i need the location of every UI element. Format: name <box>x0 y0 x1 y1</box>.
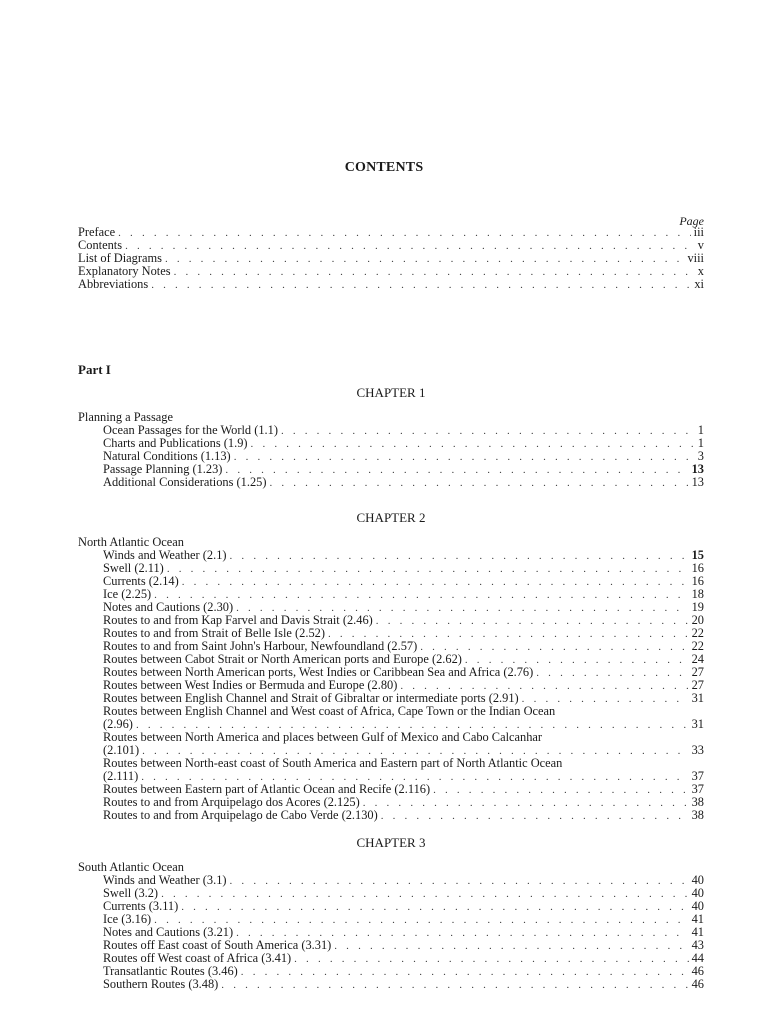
toc-entry[interactable] <box>103 887 704 900</box>
dot-leader <box>334 940 688 953</box>
toc-entry-label-continuation: (2.111) <box>103 769 139 783</box>
toc-entry-label: Notes and Cautions (3.21) <box>103 925 234 939</box>
toc-entry-label: Ocean Passages for the World (1.1) <box>103 423 278 437</box>
toc-entry[interactable] <box>78 239 704 252</box>
toc-page-number: 46 <box>691 964 704 978</box>
toc-page-number: 24 <box>691 652 704 666</box>
toc-page-number: 22 <box>691 639 704 653</box>
chapter-heading: CHAPTER 3 <box>356 835 426 850</box>
dot-leader <box>234 451 695 464</box>
dot-leader <box>294 953 688 966</box>
toc-page-number: 46 <box>691 977 704 991</box>
toc-entry-label: Routes between North-east coast of South America and Eastern part of North Atlantic Ocean <box>103 756 563 770</box>
dot-leader <box>167 563 689 576</box>
toc-entry-label: Ice (2.25) <box>103 587 152 601</box>
toc-entry-label: Ice (3.16) <box>103 912 152 926</box>
toc-entry-label: Routes off East coast of South America (3.31) <box>103 938 332 952</box>
toc-page-number: 33 <box>691 743 704 757</box>
dot-leader <box>118 227 691 240</box>
toc-page-number: viii <box>687 251 704 265</box>
toc-entry-label: Currents (2.14) <box>103 574 179 588</box>
dot-leader <box>230 550 689 563</box>
toc-page-number: 18 <box>691 587 704 601</box>
toc-entry-label: Contents <box>78 238 123 252</box>
dot-leader <box>174 266 695 279</box>
toc-page-number: 16 <box>691 561 704 575</box>
chapter-3-section <box>78 835 704 991</box>
dot-leader <box>161 888 689 901</box>
chapter-heading: CHAPTER 1 <box>356 385 426 400</box>
toc-entry[interactable] <box>103 575 704 588</box>
toc-entry[interactable] <box>103 809 704 822</box>
toc-entry[interactable] <box>103 476 704 489</box>
toc-page-number: x <box>697 264 704 278</box>
toc-entry-label: Routes between English Channel and Strait of Gibraltar or intermediate ports (2.91) <box>103 691 519 705</box>
toc-entry[interactable] <box>78 265 704 278</box>
chapter-entries <box>78 874 704 991</box>
part-heading: Part I <box>78 362 111 377</box>
toc-entry-label-continuation: (2.96) <box>103 717 133 731</box>
toc-entry[interactable] <box>103 900 704 913</box>
page-title: CONTENTS <box>344 160 424 175</box>
dot-leader <box>154 914 688 927</box>
dot-leader <box>363 797 689 810</box>
chapter-1-section <box>78 385 704 489</box>
toc-entry-label: Routes between North American ports, West Indies or Caribbean Sea and Africa (2.76) <box>103 665 534 679</box>
dot-leader <box>281 425 695 438</box>
toc-entry-label: Swell (2.11) <box>103 561 164 575</box>
toc-page-number: 41 <box>691 925 704 939</box>
dot-leader <box>241 966 689 979</box>
toc-page-number: xi <box>694 277 704 291</box>
dot-leader <box>221 979 688 992</box>
dot-leader <box>433 784 689 797</box>
dot-leader <box>269 477 688 490</box>
dot-leader <box>182 576 689 589</box>
toc-entry-label: Southern Routes (3.48) <box>103 977 219 991</box>
toc-page-number: 22 <box>691 626 704 640</box>
page-column-label: Page <box>679 214 704 228</box>
toc-entry-label: Preface <box>78 225 116 239</box>
toc-entry-label: Routes to and from Kap Farvel and Davis Strait (2.46) <box>103 613 373 627</box>
dot-leader <box>225 464 688 477</box>
toc-entry-label: Routes to and from Arquipelago dos Acores (2.125) <box>103 795 360 809</box>
toc-page-number: 19 <box>691 600 704 614</box>
chapter-entries <box>78 549 704 822</box>
toc-entry-label: Additional Considerations (1.25) <box>103 475 267 489</box>
toc-page-number: 1 <box>697 436 704 450</box>
toc-entry-line <box>103 731 704 744</box>
chapter-entries <box>78 424 704 489</box>
toc-entry[interactable] <box>103 549 704 562</box>
toc-page-number: 40 <box>691 873 704 887</box>
toc-page-number: 38 <box>691 795 704 809</box>
dot-leader <box>181 901 688 914</box>
toc-page-number: 38 <box>691 808 704 822</box>
toc-entry-label: Winds and Weather (3.1) <box>103 873 227 887</box>
toc-entry-label: Explanatory Notes <box>78 264 171 278</box>
toc-page-number: 31 <box>691 691 704 705</box>
toc-page-number: 3 <box>697 449 704 463</box>
toc-entry-label: Transatlantic Routes (3.46) <box>103 964 238 978</box>
toc-entry-label: Winds and Weather (2.1) <box>103 548 227 562</box>
dot-leader <box>536 667 688 680</box>
toc-entry-label: Routes between Eastern part of Atlantic Ocean and Recife (2.116) <box>103 782 431 796</box>
toc-page-number: 13 <box>691 475 704 489</box>
toc-page-number: 13 <box>691 462 704 476</box>
toc-entry-label: Abbreviations <box>78 277 149 291</box>
toc-page-number: 27 <box>691 678 704 692</box>
toc-page-number: 31 <box>691 717 704 731</box>
toc-page-number: 37 <box>691 769 704 783</box>
toc-entry-label: Routes between Cabot Strait or North American ports and Europe (2.62) <box>103 652 462 666</box>
toc-page-number: 44 <box>691 951 704 965</box>
dot-leader <box>376 615 689 628</box>
toc-entry-label: Routes to and from Arquipelago de Cabo Verde (2.130) <box>103 808 378 822</box>
toc-entry-line <box>103 705 704 718</box>
toc-entry[interactable] <box>78 252 704 265</box>
toc-entry[interactable] <box>103 978 704 991</box>
toc-page-number: v <box>697 238 704 252</box>
toc-page-number: iii <box>693 225 704 239</box>
toc-page-number: 20 <box>691 613 704 627</box>
toc-entry-label: Routes to and from Strait of Belle Isle (2.52) <box>103 626 325 640</box>
toc-page-number: 1 <box>697 423 704 437</box>
chapter-heading: CHAPTER 2 <box>356 510 426 525</box>
toc-entry-label: Passage Planning (1.23) <box>103 462 223 476</box>
toc-page-number: 43 <box>691 938 704 952</box>
toc-page-number: 40 <box>691 886 704 900</box>
toc-entry-label: Routes off West coast of Africa (3.41) <box>103 951 292 965</box>
toc-page-number: 27 <box>691 665 704 679</box>
toc-entry-label: Routes between English Channel and West coast of Africa, Cape Town or the Indian Ocean <box>103 704 556 718</box>
chapter-subject: North Atlantic Ocean <box>78 535 184 549</box>
toc-entry-label: Natural Conditions (1.13) <box>103 449 231 463</box>
chapter-subject: Planning a Passage <box>78 410 173 424</box>
front-matter-list <box>78 226 704 291</box>
dot-leader <box>154 589 688 602</box>
toc-entry-label: Routes to and from Saint John's Harbour, Newfoundland (2.57) <box>103 639 418 653</box>
toc-page-number: 15 <box>691 548 704 562</box>
toc-entry-label: Charts and Publications (1.9) <box>103 436 248 450</box>
toc-page-number: 41 <box>691 912 704 926</box>
toc-entry[interactable] <box>78 226 704 239</box>
toc-entry[interactable] <box>78 278 704 291</box>
chapter-2-section <box>78 510 704 822</box>
dot-leader <box>151 279 691 292</box>
toc-entry-label: Currents (3.11) <box>103 899 179 913</box>
chapter-subject: South Atlantic Ocean <box>78 860 184 874</box>
dot-leader <box>165 253 685 266</box>
toc-page-number: 40 <box>691 899 704 913</box>
toc-page-number: 16 <box>691 574 704 588</box>
toc-entry-label-continuation: (2.101) <box>103 743 140 757</box>
toc-entry-label: Notes and Cautions (2.30) <box>103 600 234 614</box>
toc-entry-label: Routes between West Indies or Bermuda and Europe (2.80) <box>103 678 398 692</box>
toc-entry-label: Swell (3.2) <box>103 886 159 900</box>
dot-leader <box>251 438 695 451</box>
toc-entry[interactable] <box>103 562 704 575</box>
toc-entry-label: List of Diagrams <box>78 251 162 265</box>
toc-entry[interactable] <box>103 874 704 887</box>
dot-leader <box>125 240 695 253</box>
toc-entry-line <box>103 757 704 770</box>
toc-entry-label: Routes between North America and places between Gulf of Mexico and Cabo Calcanhar <box>103 730 543 744</box>
dot-leader <box>381 810 689 823</box>
dot-leader <box>230 875 689 888</box>
toc-page-number: 37 <box>691 782 704 796</box>
